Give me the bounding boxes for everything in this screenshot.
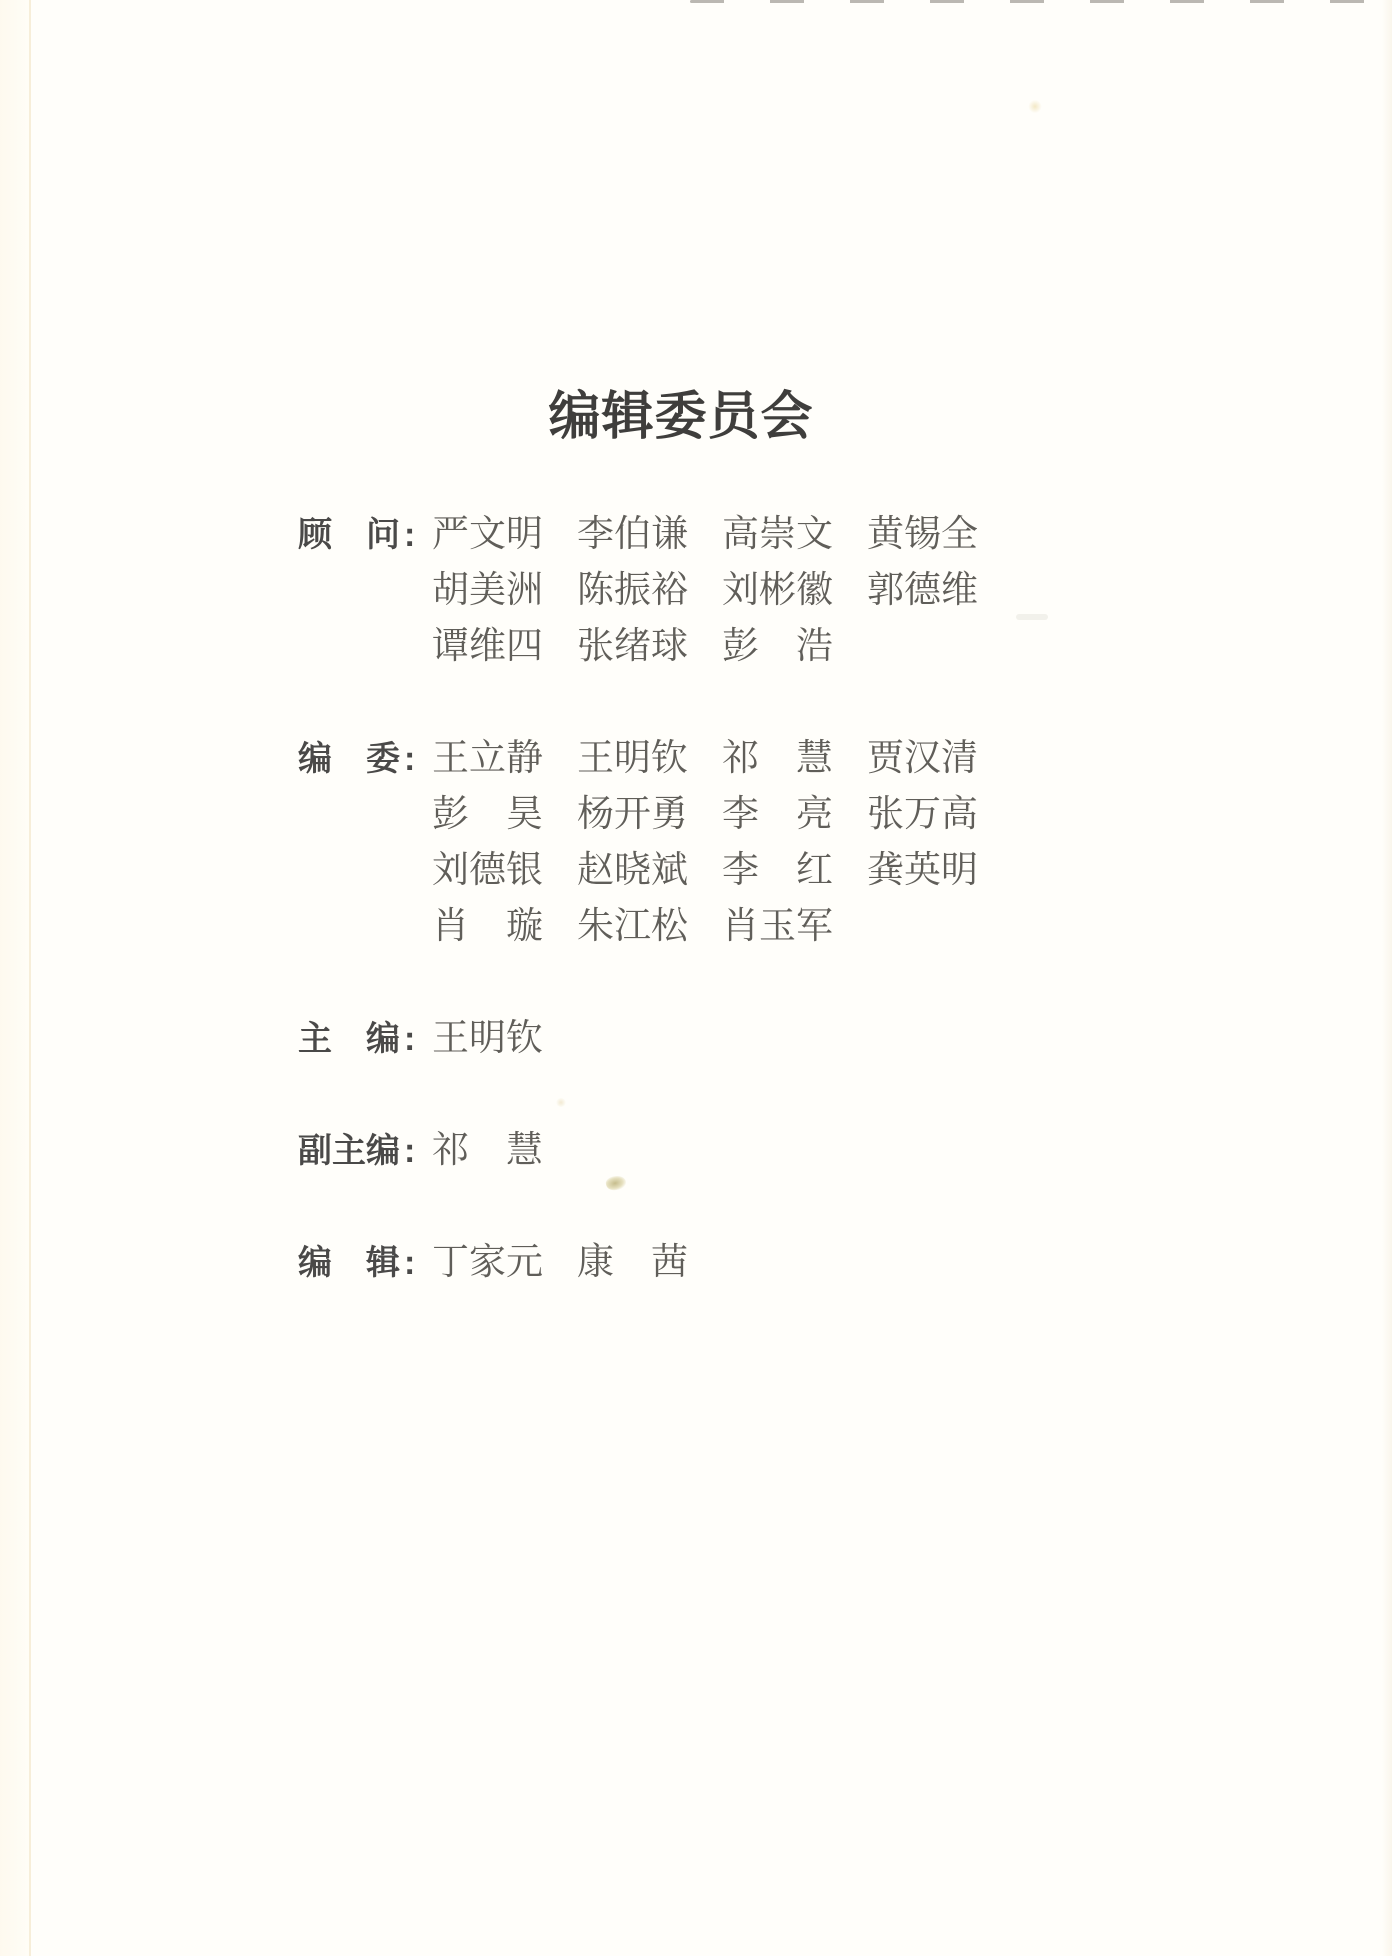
- page-left-edge-line: [29, 0, 31, 1956]
- member-name: 李伯谦: [577, 514, 688, 555]
- name-row: [432, 843, 1012, 899]
- name-row: [432, 507, 1012, 563]
- member-name: 王立静: [432, 738, 543, 779]
- member-name: 李 红: [722, 850, 833, 891]
- member-name: 郭德维: [867, 570, 978, 611]
- name-row: [432, 1011, 1012, 1067]
- member-name: 康 茜: [577, 1242, 688, 1283]
- member-name: 黄锡全: [867, 514, 978, 555]
- committee-section: [298, 1011, 1012, 1067]
- role-label-column: [298, 1235, 432, 1291]
- committee-section: [298, 1235, 1012, 1291]
- member-name: 丁家元: [432, 1242, 543, 1283]
- member-name: 王明钦: [432, 1018, 543, 1059]
- member-name: 肖 璇: [432, 906, 543, 947]
- member-name: 刘彬徽: [722, 570, 833, 611]
- member-name: 彭 昊: [432, 794, 543, 835]
- member-name: 张万高: [867, 794, 978, 835]
- name-row: [432, 563, 1012, 619]
- page-title: 编辑委员会: [548, 389, 814, 446]
- scan-speck: [1028, 100, 1042, 113]
- name-row: [432, 1235, 1012, 1291]
- member-name: 肖玉军: [722, 906, 833, 947]
- names-column: [432, 507, 1012, 675]
- member-name: 祁 慧: [432, 1130, 543, 1171]
- name-row: [432, 1123, 1012, 1179]
- role-colon: :: [404, 740, 416, 778]
- role-label: 主 编: [298, 1020, 400, 1058]
- member-name: 彭 浩: [722, 626, 833, 667]
- member-name: 陈振裕: [577, 570, 688, 611]
- role-colon: :: [404, 516, 416, 554]
- role-colon: :: [404, 1244, 416, 1282]
- role-colon: :: [404, 1020, 416, 1058]
- member-name: 胡美洲: [432, 570, 543, 611]
- role-label-column: [298, 1011, 432, 1067]
- role-label-column: [298, 1123, 432, 1179]
- page-left-edge-shading: [0, 0, 30, 1956]
- role-colon: :: [404, 1132, 416, 1170]
- name-row: [432, 731, 1012, 787]
- page-right-edge-shading: [1382, 0, 1392, 1956]
- scan-smear: [1016, 614, 1048, 620]
- committee-section: [298, 507, 1012, 675]
- member-name: 龚英明: [867, 850, 978, 891]
- role-label-column: [298, 731, 432, 955]
- member-name: 贾汉清: [867, 738, 978, 779]
- scan-speck: [556, 1098, 566, 1107]
- names-column: [432, 1123, 1012, 1179]
- committee-section: [298, 731, 1012, 955]
- member-name: 赵晓斌: [577, 850, 688, 891]
- member-name: 谭维四: [432, 626, 543, 667]
- name-row: [432, 899, 1012, 955]
- editorial-committee-list: [298, 507, 1012, 1347]
- name-row: [432, 787, 1012, 843]
- role-label: 编 辑: [298, 1244, 400, 1282]
- role-label: 副主编: [298, 1132, 400, 1170]
- role-label-column: [298, 507, 432, 675]
- member-name: 严文明: [432, 514, 543, 555]
- member-name: 祁 慧: [722, 738, 833, 779]
- member-name: 李 亮: [722, 794, 833, 835]
- member-name: 朱江松: [577, 906, 688, 947]
- scan-top-edge-artifact: [690, 0, 1392, 3]
- member-name: 刘德银: [432, 850, 543, 891]
- names-column: [432, 1011, 1012, 1067]
- member-name: 杨开勇: [577, 794, 688, 835]
- role-label: 编 委: [298, 740, 400, 778]
- role-label: 顾 问: [298, 516, 400, 554]
- member-name: 张绪球: [577, 626, 688, 667]
- names-column: [432, 1235, 1012, 1291]
- names-column: [432, 731, 1012, 955]
- name-row: [432, 619, 1012, 675]
- member-name: 王明钦: [577, 738, 688, 779]
- committee-section: [298, 1123, 1012, 1179]
- member-name: 高崇文: [722, 514, 833, 555]
